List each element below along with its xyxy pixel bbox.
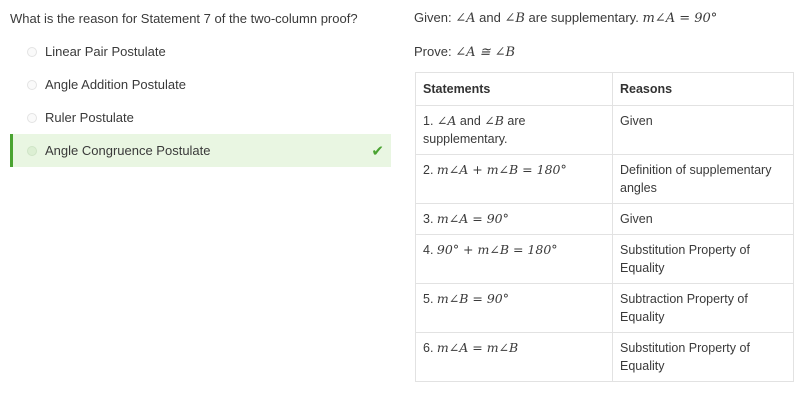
radio-button[interactable] <box>27 47 37 57</box>
answer-options <box>10 35 391 167</box>
statement-math: m∠A = m∠B <box>436 340 519 355</box>
option-angle-congruence-postulate[interactable] <box>10 134 391 167</box>
radio-button[interactable] <box>27 146 37 156</box>
given-angle-a: ∠A <box>455 11 476 26</box>
question-text: What is the reason for Statement 7 of the two-column proof? <box>10 11 358 26</box>
statement-math: 90° + m∠B = 180° <box>436 242 558 257</box>
statement-math: m∠B = 90° <box>436 291 510 306</box>
statement-cell <box>416 333 613 382</box>
statement-number: 1. <box>423 114 434 128</box>
table-row <box>416 284 794 333</box>
statement-cell <box>416 235 613 284</box>
table-row <box>416 235 794 284</box>
prove-prefix: Prove: <box>414 44 452 59</box>
statement-number: 6. <box>423 341 434 355</box>
statement-number: 2. <box>423 163 434 177</box>
reason-cell: Given <box>613 106 794 155</box>
checkmark-icon: ✔ <box>371 143 384 160</box>
statement-text: and <box>456 114 485 128</box>
table-row <box>416 333 794 382</box>
header-statements: Statements <box>416 73 613 106</box>
prove-statement <box>414 44 515 60</box>
given-angle-b: ∠B <box>504 11 525 26</box>
statement-math-2: ∠B <box>484 113 504 128</box>
radio-button[interactable] <box>27 80 37 90</box>
table-row <box>416 106 794 155</box>
statement-cell <box>416 204 613 235</box>
statement-number: 4. <box>423 243 434 257</box>
option-label: Angle Addition Postulate <box>45 77 186 92</box>
reason-cell: Substitution Property of Equality <box>613 235 794 284</box>
radio-button[interactable] <box>27 113 37 123</box>
reason-cell: Given <box>613 204 794 235</box>
statement-math: m∠A + m∠B = 180° <box>436 162 567 177</box>
table-row <box>416 155 794 204</box>
table-row <box>416 204 794 235</box>
statement-cell <box>416 106 613 155</box>
header-reasons: Reasons <box>613 73 794 106</box>
option-ruler-postulate[interactable] <box>10 101 391 134</box>
reason-cell: Definition of supplementary angles <box>613 155 794 204</box>
reason-cell: Subtraction Property of Equality <box>613 284 794 333</box>
option-label: Angle Congruence Postulate <box>45 143 211 158</box>
option-label: Linear Pair Postulate <box>45 44 166 59</box>
statement-math: m∠A = 90° <box>436 211 509 226</box>
given-rest: are supplementary. <box>528 10 639 25</box>
reason-cell: Substitution Property of Equality <box>613 333 794 382</box>
statement-number: 3. <box>423 212 434 226</box>
proof-table <box>415 72 794 382</box>
option-angle-addition-postulate[interactable] <box>10 68 391 101</box>
table-header-row <box>416 73 794 106</box>
given-statement <box>414 10 717 26</box>
prove-expression: ∠A ≅ ∠B <box>455 45 516 60</box>
statement-number: 5. <box>423 292 434 306</box>
statement-cell <box>416 284 613 333</box>
option-label: Ruler Postulate <box>45 110 134 125</box>
given-prefix: Given: <box>414 10 452 25</box>
statement-math: ∠A <box>436 113 457 128</box>
statement-text-2: are supplementary. <box>423 114 526 146</box>
statement-cell <box>416 155 613 204</box>
option-linear-pair-postulate[interactable] <box>10 35 391 68</box>
given-measure: m∠A = 90° <box>642 11 718 26</box>
given-and: and <box>479 10 501 25</box>
